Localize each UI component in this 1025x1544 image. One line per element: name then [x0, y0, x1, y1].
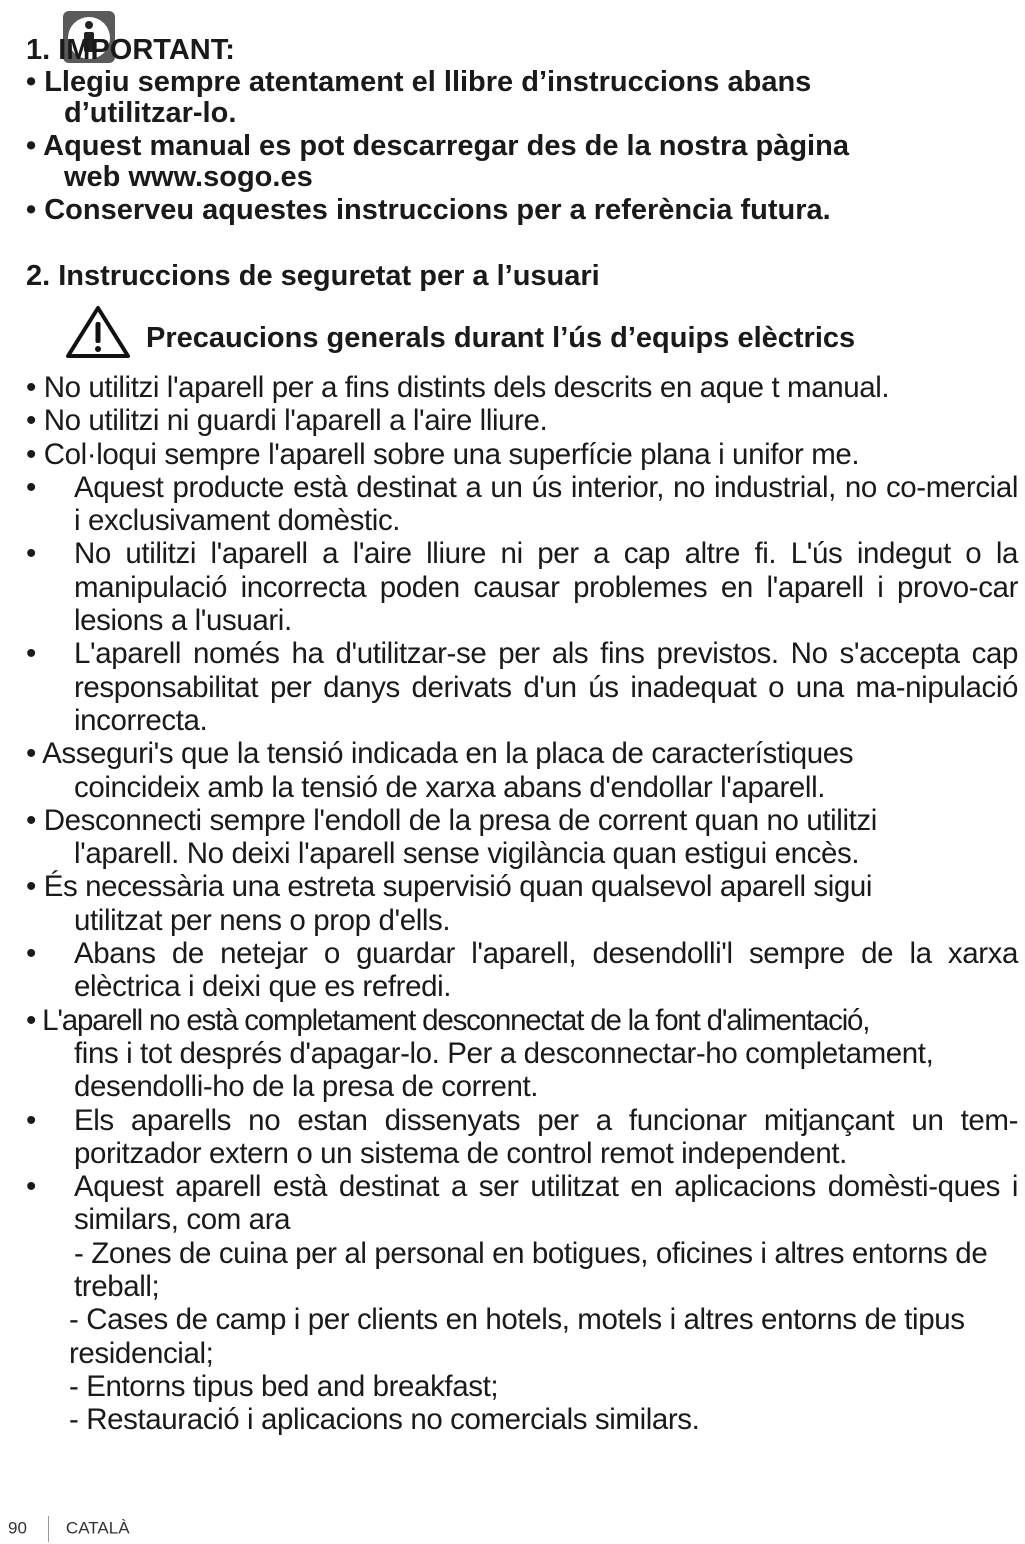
sub-item: - Restauració i aplicacions no comercials similars.: [69, 1403, 700, 1437]
important-item: • Conserveu aquestes instruccions per a referència futura.: [26, 194, 831, 226]
list-item: • Els aparells no estan dissenyats per a funcionar mitjançant un tem-poritzador extern o un sistema de control remot independent.: [26, 1103, 1018, 1170]
sub-item: - Cases de camp i per clients en hotels, motels i altres entorns de tipus residencial;: [69, 1303, 965, 1370]
list-item: • No utilitzi l'aparell a l'aire lliure ni per a cap altre fi. L'ús indegut o la manipulació incorrecta poden causar problemes en l'aparell i provo-car lesions a l'usuari.: [26, 537, 1018, 638]
page-number: 90: [8, 1518, 27, 1538]
warning-heading: Precaucions generals durant l’ús d’equips elèctrics: [146, 322, 856, 354]
safety-list: [26, 371, 1018, 1437]
list-item: • Col·loqui sempre l'aparell sobre una superfície plana i unifor me.: [26, 437, 860, 471]
important-item: • Aquest manual es pot descarregar des de la nostra pàgina web www.sogo.es: [26, 130, 849, 193]
sub-item: - Zones de cuina per al personal en botigues, oficines i altres entorns de treball;: [74, 1236, 988, 1304]
footer-divider: [48, 1516, 49, 1542]
list-item: • És necessària una estreta supervisió quan qualsevol aparell sigui utilitzat per nens o prop d'ells.: [26, 870, 873, 937]
list-item: • Asseguri's que la tensió indicada en la placa de característiques coincideix amb la tensió de xarxa abans d'endollar l'aparell.: [26, 737, 854, 804]
section-1-list: [26, 67, 1016, 228]
list-item: • Abans de netejar o guardar l'aparell, desendolli'l sempre de la xarxa elèctrica i deixi que es refredi.: [26, 937, 1018, 1004]
list-item: • Aquest producte està destinat a un ús interior, no industrial, no co-mercial i exclusivament domèstic.: [26, 470, 1018, 538]
section-1-heading: 1. IMPORTANT:: [26, 34, 235, 66]
section-2-heading: 2. Instruccions de seguretat per a l’usuari: [26, 260, 600, 292]
list-item: • L'aparell només ha d'utilitzar-se per als fins previstos. No s'accepta cap responsabilitat per danys derivats d'un ús inadequat o una ma-nipulació incorrecta.: [26, 637, 1018, 737]
important-item: • Llegiu sempre atentament el llibre d’instruccions abans d’utilitzar-lo.: [26, 66, 812, 129]
list-item: • Aquest aparell està destinat a ser utilitzat en aplicacions domèsti-ques i similars, com ara: [26, 1170, 1018, 1237]
sub-item: - Entorns tipus bed and breakfast;: [69, 1369, 499, 1403]
language-label: CATALÀ: [65, 1518, 130, 1538]
page-footer: [8, 1516, 130, 1542]
list-item: • No utilitzi ni guardi l'aparell a l'aire lliure.: [26, 404, 548, 438]
warning-icon: [64, 304, 132, 360]
list-item: • L'aparell no està completament desconnectat de la font d'alimentació, fins i tot després d'apagar-lo. Per a desconnectar-ho completament, desendolli-ho de la presa de corrent.: [26, 1003, 934, 1104]
list-item: • No utilitzi l'aparell per a fins distints dels descrits en aque t manual.: [26, 371, 890, 404]
list-item: • Desconnecti sempre l'endoll de la presa de corrent quan no utilitzi l'aparell. No deixi l'aparell sense vigilància quan estigui encès.: [26, 803, 877, 871]
